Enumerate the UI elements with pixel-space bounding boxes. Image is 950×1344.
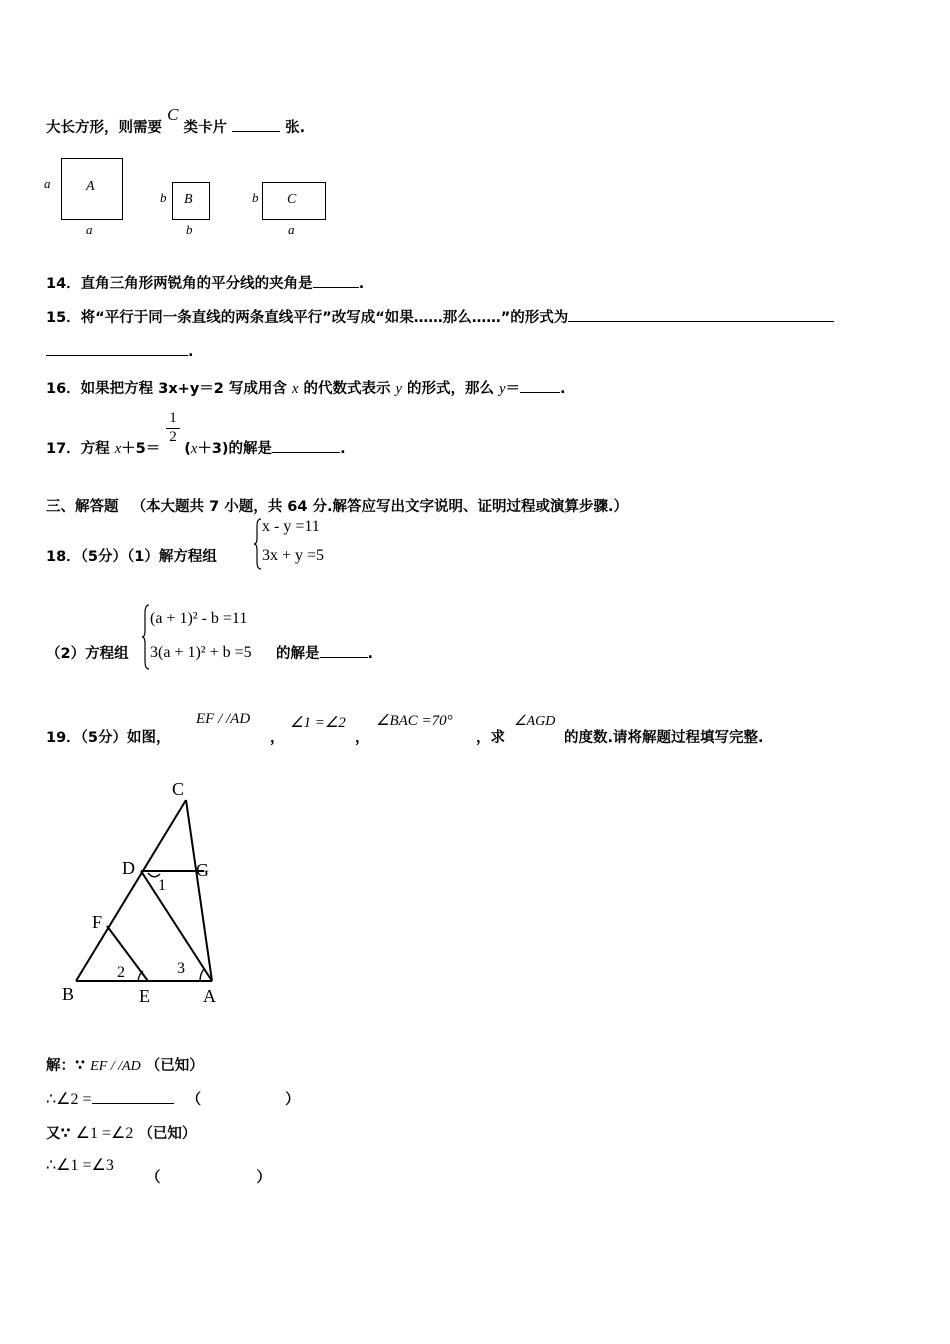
q13-line: 大长方形，则需要 C 类卡片 张. (46, 105, 306, 136)
q16: 16．如果把方程 3x+y＝2 写成用含 x 的代数式表示 y 的形式，那么 y＝ . (46, 377, 566, 398)
point-g: G (196, 860, 209, 880)
solution-line-4: ∴∠1 =∠3 (46, 1157, 114, 1174)
q19-cond-1: EF / /AD (196, 711, 251, 727)
q15: 15．将“平行于同一条直线的两条直线平行”改写成“如果……那么……”的形式为 (46, 306, 834, 327)
point-e: E (139, 986, 150, 1006)
solution-blank-1 (92, 1089, 174, 1104)
angle-arc-3 (200, 969, 204, 981)
q19-sep-2: ， (355, 730, 370, 746)
q19-label: 19．（5分）如图， (46, 730, 171, 746)
q18-part2-label: （2）方程组 (46, 646, 129, 662)
point-b: B (62, 984, 75, 1004)
point-c: C (172, 779, 185, 799)
q15-blank-2 (46, 341, 188, 356)
solution-line-3: 又∵ ∠1 =∠2 （已知） (46, 1125, 197, 1142)
q18-brace-2 (142, 604, 150, 670)
q13-var: C (167, 105, 179, 124)
triangle-figure (40, 770, 240, 1010)
q19-ask: ，求 (476, 730, 505, 746)
angle-arc-2 (138, 971, 143, 981)
point-d: D (122, 858, 135, 878)
q18-brace-1 (254, 518, 262, 570)
point-a: A (203, 986, 216, 1006)
angle-label-3: 3 (177, 960, 185, 977)
q19-sep-1: ， (270, 730, 285, 746)
solution-line-2: ∴∠2 = （ ） (46, 1091, 300, 1108)
q19-tail: 的度数.请将解题过程填写完整. (564, 730, 764, 746)
q17-fraction: $\frac{1}{2}$ (166, 410, 180, 446)
solution-line-1: 解：∵ EF / /AD （已知） (46, 1058, 204, 1074)
q14-blank (313, 273, 359, 288)
q18-eq-1: x - y =11 (262, 518, 320, 535)
q18-eq-2: 3x + y =5 (262, 547, 325, 564)
q18-answer: 的解是 . (276, 642, 373, 663)
q19-cond-2: ∠1 =∠2 (290, 715, 346, 731)
point-f: F (92, 912, 103, 932)
segment-bc (76, 800, 186, 981)
q13-blank (232, 117, 280, 132)
q15-blank-1 (568, 307, 834, 322)
cards-figure: A a a B b b C b a (44, 156, 334, 240)
solution-line-4-reason: （ ） (146, 1170, 271, 1186)
q14: 14．直角三角形两锐角的平分线的夹角是 . (46, 272, 364, 293)
q18-blank (320, 643, 368, 658)
card-a: A (61, 158, 123, 220)
q17: 17．方程 x＋5＝ (x＋3)的解是 . (46, 437, 346, 458)
q15-cont: . (46, 341, 194, 360)
card-c: C (262, 182, 326, 220)
angle-label-2: 2 (117, 964, 125, 981)
q16-blank (520, 378, 560, 393)
q19-target: ∠AGD (514, 714, 556, 729)
angle-label-1: 1 (158, 877, 166, 894)
q18-eq-3: (a + 1)² - b =11 (150, 610, 248, 627)
segment-ca (186, 800, 212, 981)
q18-label: 18．（5分）（1）解方程组 (46, 549, 217, 565)
q17-blank (272, 438, 340, 453)
q18-eq-4: 3(a + 1)² + b =5 (150, 644, 252, 661)
section-3-heading: 三、解答题 （本大题共 7 小题，共 64 分.解答应写出文字说明、证明过程或演算步骤.） (46, 499, 629, 515)
card-b: B (172, 182, 210, 220)
q19-cond-3: ∠BAC =70° (376, 713, 453, 729)
